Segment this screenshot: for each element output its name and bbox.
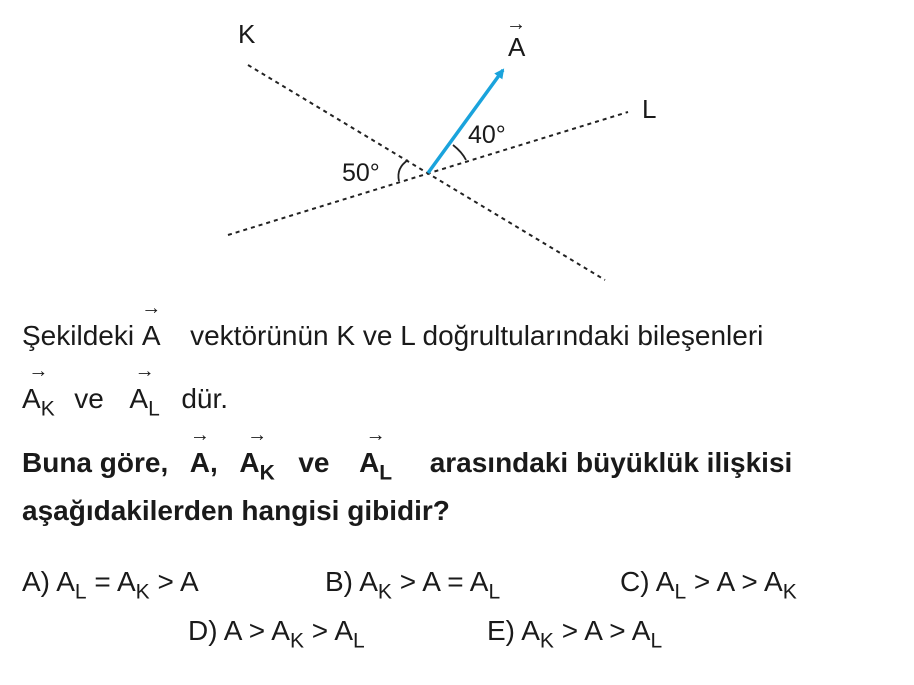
q2-suffix: dür.: [181, 383, 229, 414]
option-E[interactable]: E) $A_K > A > A_L$: [487, 615, 663, 653]
q1-vector-A: → A: [141, 297, 162, 351]
vector-arrow-icon: →: [134, 360, 155, 382]
vector-arrow-icon: →: [247, 424, 268, 446]
question-line-2: [22, 360, 229, 421]
vector-arrow-icon: →: [141, 297, 162, 319]
qb1-suffix: arasındaki büyüklük ilişkisi: [429, 447, 793, 478]
line-K: [248, 65, 605, 280]
option-B[interactable]: B) $A_K > A = A_L$: [325, 566, 501, 604]
angle-label-50: 50°: [342, 159, 380, 187]
label-A: A: [508, 32, 526, 62]
vector-arrow-icon: →: [365, 424, 386, 446]
angle-arc-40: [453, 145, 466, 160]
q2-vector-AL: → $A_L$: [129, 360, 160, 421]
q1-prefix: Şekildeki: [22, 320, 135, 351]
qb1-vector-AK: → $A_K$: [239, 424, 275, 485]
qb1-prefix: Buna göre,: [22, 447, 169, 478]
label-A-arrow: →: [506, 13, 526, 35]
question-line-1: [22, 297, 764, 351]
label-L: L: [642, 94, 657, 124]
qb1-vector-A: → A: [189, 424, 211, 478]
option-A[interactable]: A) $A_L = A_K > A$: [22, 566, 199, 604]
q2-ve: ve: [74, 383, 104, 414]
qb1-ve: ve: [298, 447, 330, 478]
question-bold-line-1: Buna göre, → A, → $A_K$ ve → $A_L$ arasındaki büyüklük ilişkisi: [22, 424, 793, 485]
line-L: [228, 112, 628, 235]
qb1-vector-AL: → $A_L$: [359, 424, 393, 485]
angle-arc-50: [398, 160, 408, 181]
option-C[interactable]: C) $A_L > A > A_K$: [620, 566, 797, 604]
label-K: K: [238, 19, 256, 49]
angle-label-40: 40°: [468, 121, 506, 149]
vector-diagram: [0, 0, 914, 300]
option-D[interactable]: D) $A > A_K > A_L$: [188, 615, 365, 653]
q2-vector-AK: → $A_K$: [22, 360, 55, 421]
vector-arrow-icon: →: [28, 360, 49, 382]
question-bold-line-2: [22, 497, 450, 525]
q1-suffix: vektörünün K ve L doğrultularındaki bileşenleri: [190, 320, 764, 351]
qb2-text: aşağıdakilerden hangisi gibidir?: [22, 495, 450, 526]
vector-arrow-icon: →: [189, 424, 210, 446]
